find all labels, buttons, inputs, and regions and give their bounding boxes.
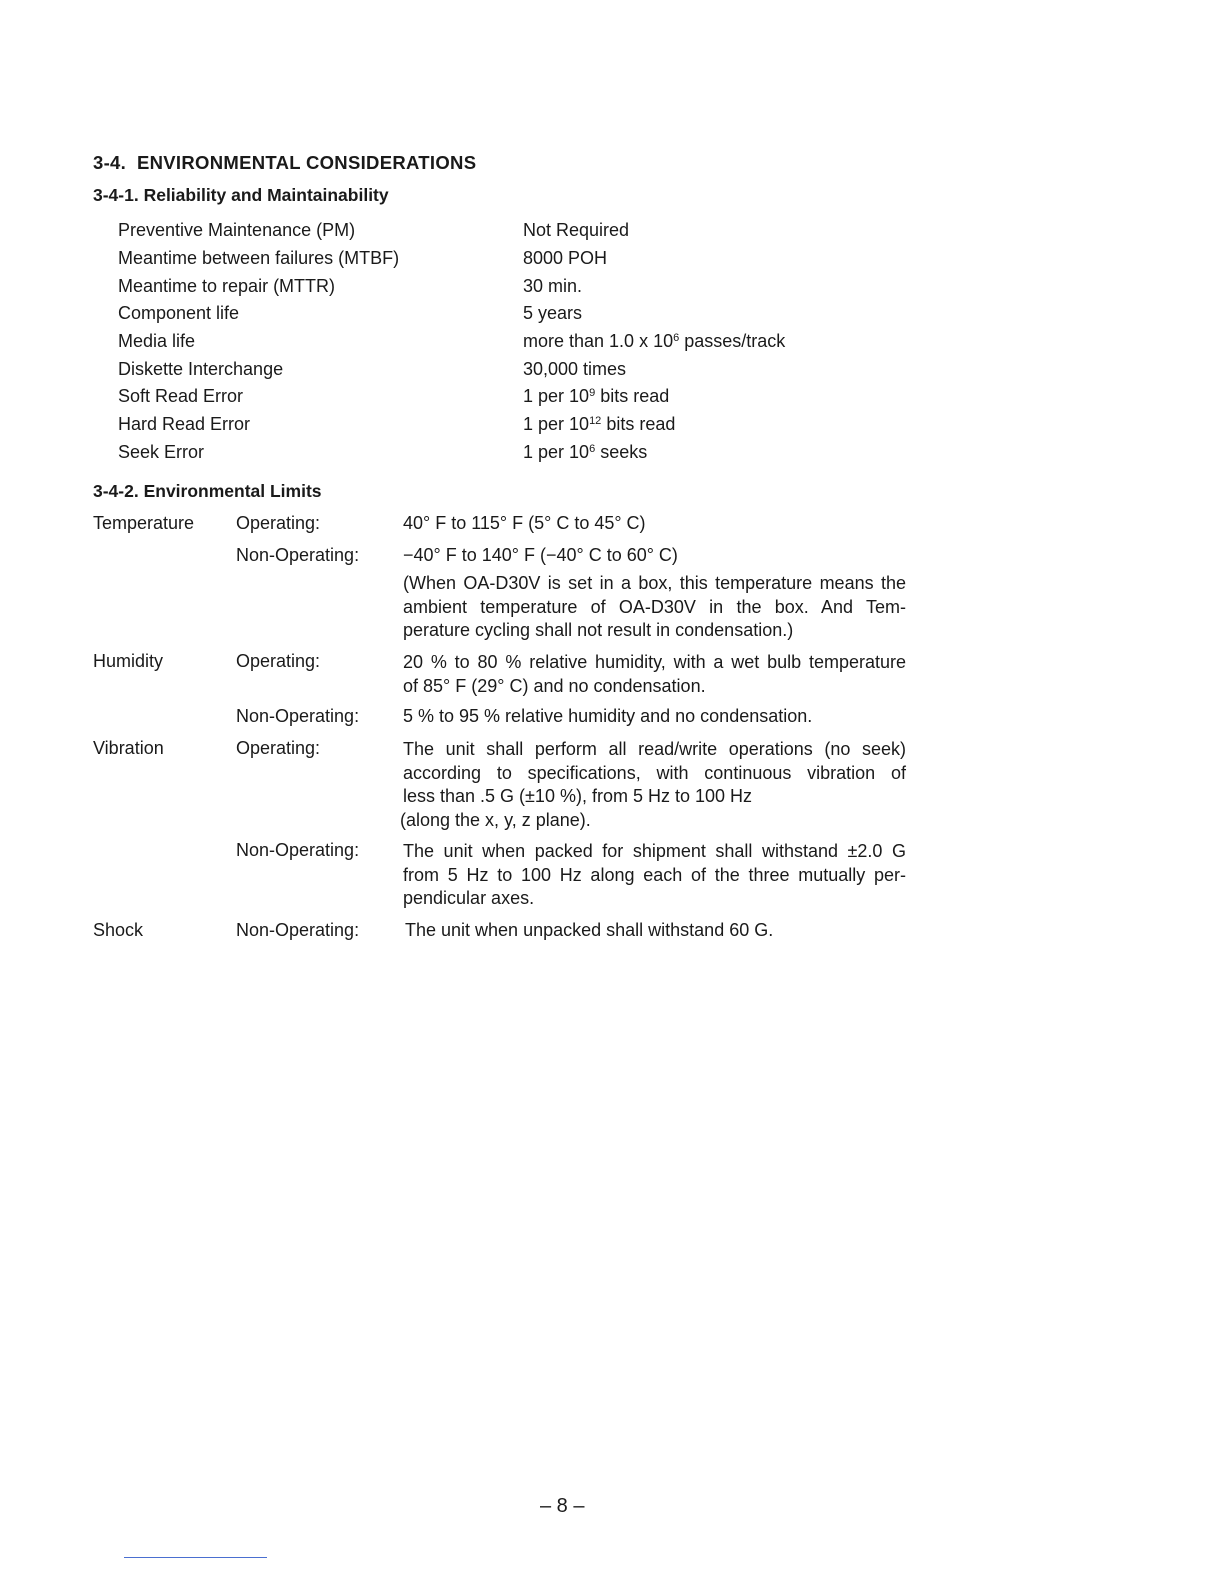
env-description: 20 % to 80 % relative humidity, with a wet bulb temperature of 85° F (29° C) and no condensation. <box>403 652 906 696</box>
reliability-label: Meantime to repair (MTTR) <box>118 276 336 296</box>
env-temperature-note: (When OA-D30V is set in a box, this temperature means the ambient temperature of OA-D30V in the box. And Tem- perature cycling shall not result in condensation.) <box>403 573 906 640</box>
section-title-text: ENVIRONMENTAL CONSIDERATIONS <box>136 152 477 173</box>
reliability-value: 30 min. <box>523 276 583 296</box>
reliability-value: more than 1.0 x $10^6$ passes/track <box>523 331 786 351</box>
env-description: 5 % to 95 % relative humidity and no condensation. <box>403 706 813 726</box>
reliability-value: 1 per $10^6$ seeks <box>523 442 648 462</box>
reliability-value: 1 per $10^9$ bits read <box>523 386 670 406</box>
reliability-label: Preventive Maintenance (PM) <box>118 220 356 240</box>
reliability-value: Not Required <box>523 220 630 240</box>
reliability-value: 1 per $10^{12}$ bits read <box>523 414 676 434</box>
page-number: – 8 – <box>540 1495 585 1517</box>
env-limits-heading: 3-4-2. Environmental Limits <box>93 481 322 501</box>
reliability-label: Media life <box>118 331 196 351</box>
reliability-label: Component life <box>118 303 240 323</box>
env-description: −40° F to 140° F (−40° C to 60° C) <box>403 545 678 565</box>
env-condition-label: Non-Operating: <box>236 840 360 860</box>
env-category-humidity: Humidity <box>93 651 164 671</box>
env-condition-label: Non-Operating: <box>236 545 360 565</box>
env-description: The unit shall perform all read/write operations (no seek) according to specifications, with continuous vibration of less than .5 G (±10 %), from 5 Hz to 100 Hz (along the x, y, z plane). <box>400 739 906 830</box>
reliability-heading: 3-4-1. Reliability and Maintainability <box>93 185 389 205</box>
env-description: 40° F to 115° F (5° C to 45° C) <box>403 513 646 533</box>
reliability-label: Soft Read Error <box>118 386 244 406</box>
reliability-value: 30,000 times <box>523 359 627 379</box>
env-category-temperature: Temperature <box>93 513 195 533</box>
env-category-vibration: Vibration <box>93 738 164 758</box>
reliability-label: Meantime between failures (MTBF) <box>118 248 400 268</box>
reliability-value: 8000 POH <box>523 248 608 268</box>
env-condition-label: Operating: <box>236 738 321 758</box>
reliability-value: 5 years <box>523 303 583 323</box>
footer-divider <box>124 1557 267 1558</box>
env-condition-label: Operating: <box>236 513 321 533</box>
reliability-label: Hard Read Error <box>118 414 251 434</box>
env-condition-label: Non-Operating: <box>236 706 360 726</box>
env-description: The unit when packed for shipment shall withstand ±2.0 G from 5 Hz to 100 Hz along each of the three mutually per- pendicular axes. <box>403 841 906 908</box>
section-title <box>93 152 476 174</box>
section-number: 3-4. <box>93 152 127 173</box>
reliability-label: Diskette Interchange <box>118 359 284 379</box>
reliability-label: Seek Error <box>118 442 205 462</box>
env-condition-label: Non-Operating: <box>236 920 360 940</box>
env-category-shock: Shock <box>93 920 144 940</box>
env-description: The unit when unpacked shall withstand 60 G. <box>405 920 774 940</box>
env-condition-label: Operating: <box>236 651 321 671</box>
